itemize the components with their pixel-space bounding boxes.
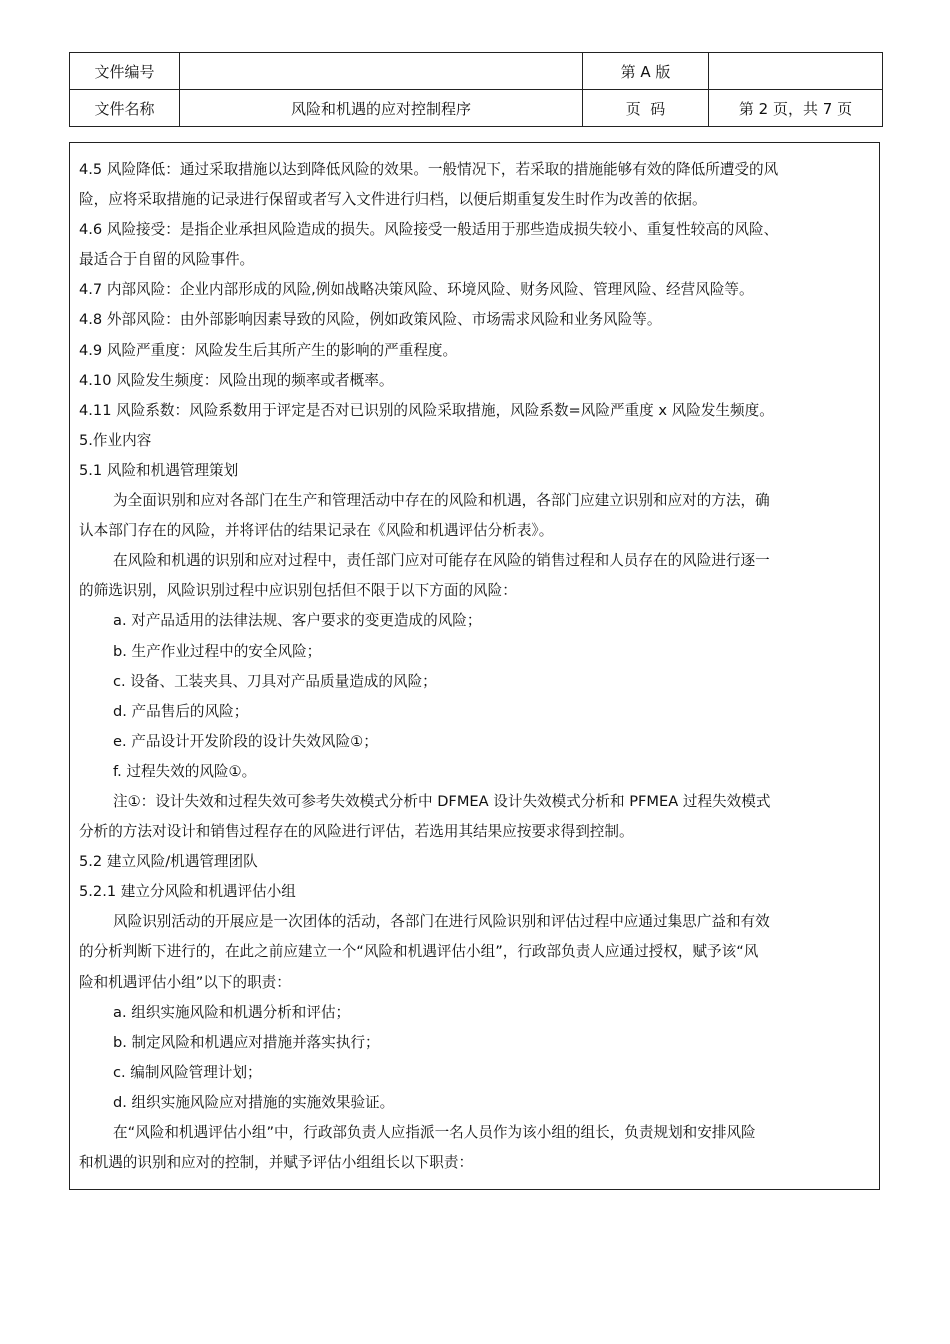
note-line: 分析的方法对设计和销售过程存在的风险进行评估，若选用其结果应按要求得到控制。 <box>79 823 634 841</box>
text-line: 风险识别活动的开展应是一次团体的活动，各部门在进行风险识别和评估过程中应通过集思广益和有效 <box>113 913 770 931</box>
section-heading: 5.作业内容 <box>79 431 152 449</box>
text-line: 为全面识别和应对各部门在生产和管理活动中存在的风险和机遇，各部门应建立识别和应对的方法，确 <box>113 492 770 510</box>
text-line: 险和机遇评估小组”以下的职责： <box>79 973 291 991</box>
text-line: 的分析判断下进行的，在此之前应建立一个“风险和机遇评估小组”，行政部负责人应通过授权，赋予该“风 <box>79 943 759 961</box>
text-line: 4.6 风险接受：是指企业承担风险造成的损失。风险接受一般适用于那些造成损失较小、重复性较高的风险、 <box>79 221 779 239</box>
version-label: 第 A 版 <box>583 53 709 90</box>
text-line: 4.5 风险降低：通过采取措施以达到降低风险的效果。一般情况下，若采取的措施能够有效的降低所遭受的风 <box>79 161 779 178</box>
text-line: 4.11 风险系数：风险系数用于评定是否对已识别的风险采取措施，风险系数=风险严重度 x 风险发生频度。 <box>79 401 774 419</box>
text-line: 4.10 风险发生频度：风险出现的频率或者概率。 <box>79 371 394 389</box>
document-body <box>79 155 889 1178</box>
page-value: 第 2 页，共 7 页 <box>709 90 883 127</box>
header-table <box>69 52 883 127</box>
list-item: b. 生产作业过程中的安全风险； <box>113 642 322 660</box>
text-line: 最适合于自留的风险事件。 <box>79 251 255 269</box>
version-value <box>709 53 883 90</box>
list-item: f. 过程失效的风险①。 <box>113 762 257 780</box>
list-item: d. 产品售后的风险； <box>113 702 249 720</box>
list-item: b. 制定风险和机遇应对措施并落实执行； <box>113 1033 380 1051</box>
list-item: a. 对产品适用的法律法规、客户要求的变更造成的风险； <box>113 612 482 630</box>
page-label: 页 码 <box>583 90 709 127</box>
text-line: 险，应将采取措施的记录进行保留或者写入文件进行归档，以便后期重复发生时作为改善的依据。 <box>79 191 707 209</box>
list-item: c. 编制风险管理计划； <box>113 1063 262 1081</box>
section-heading: 5.2.1 建立分风险和机遇评估小组 <box>79 883 296 901</box>
text-line: 4.9 风险严重度：风险发生后其所产生的影响的严重程度。 <box>79 341 458 359</box>
doc-no-label: 文件编号 <box>70 53 180 90</box>
doc-name-label: 文件名称 <box>70 90 180 127</box>
list-item: d. 组织实施风险应对措施的实施效果验证。 <box>113 1093 395 1111</box>
header-row-doc-name <box>70 90 883 127</box>
doc-no-value <box>180 53 583 90</box>
text-line: 和机遇的识别和应对的控制，并赋予评估小组组长以下职责： <box>79 1154 474 1172</box>
header-row-doc-no <box>70 53 883 90</box>
doc-name-value: 风险和机遇的应对控制程序 <box>180 90 583 127</box>
section-heading: 5.2 建立风险/机遇管理团队 <box>79 853 258 871</box>
text-line: 在风险和机遇的识别和应对过程中，责任部门应对可能存在风险的销售过程和人员存在的风险进行逐一 <box>113 552 770 570</box>
text-line: 4.8 外部风险：由外部影响因素导致的风险，例如政策风险、市场需求风险和业务风险等。 <box>79 311 662 329</box>
section-heading: 5.1 风险和机遇管理策划 <box>79 461 239 479</box>
text-line: 4.7 内部风险：企业内部形成的风险,例如战略决策风险、环境风险、财务风险、管理风险、经营风险等。 <box>79 281 754 299</box>
text-line: 的筛选识别，风险识别过程中应识别包括但不限于以下方面的风险： <box>79 582 517 600</box>
list-item: e. 产品设计开发阶段的设计失效风险①； <box>113 732 378 750</box>
text-line: 认本部门存在的风险，并将评估的结果记录在《风险和机遇评估分析表》。 <box>79 522 554 540</box>
list-item: c. 设备、工装夹具、刀具对产品质量造成的风险； <box>113 672 437 690</box>
text-line: 在“风险和机遇评估小组”中，行政部负责人应指派一名人员作为该小组的组长，负责规划和安排风险 <box>113 1124 756 1141</box>
note-line: 注①：设计失效和过程失效可参考失效模式分析中 DFMEA 设计失效模式分析和 PFMEA 过程失效模式 <box>113 792 771 810</box>
list-item: a. 组织实施风险和机遇分析和评估； <box>113 1003 351 1021</box>
